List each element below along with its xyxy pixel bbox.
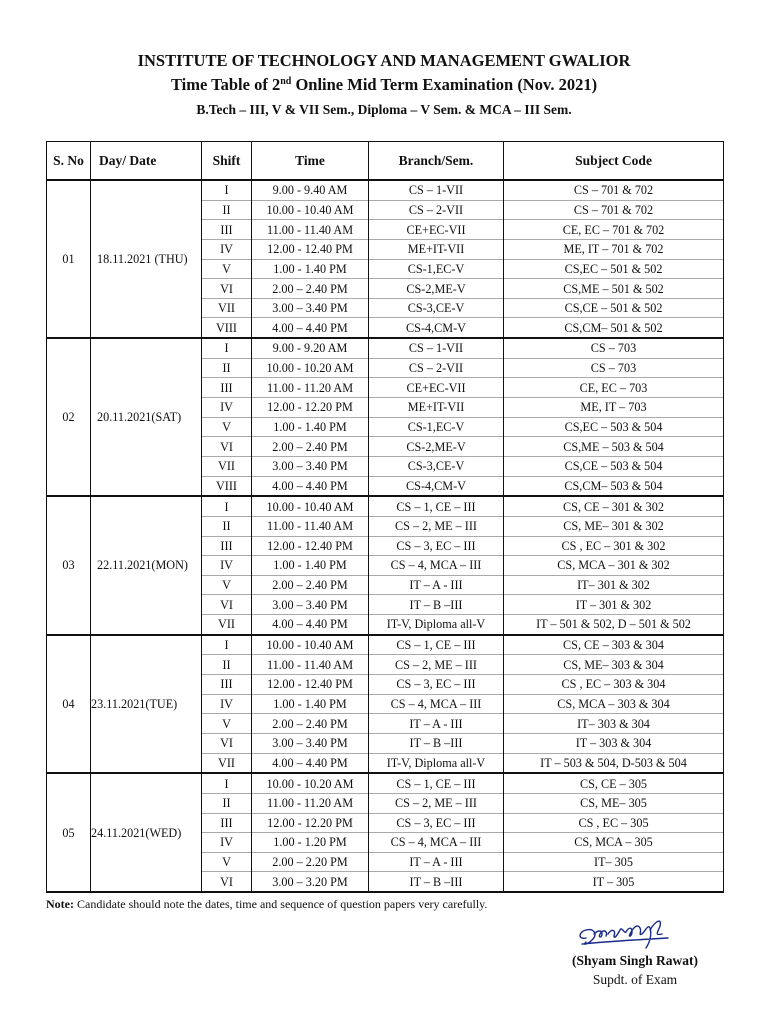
signatory-designation: Supdt. of Exam: [592, 972, 678, 987]
cell-shift: I: [202, 773, 252, 793]
cell-subject: CS, CE – 301 & 302: [504, 496, 724, 516]
cell-subject: CS, MCA – 303 & 304: [504, 694, 724, 714]
cell-time: 10.00 - 10.40 AM: [252, 496, 369, 516]
cell-subject: CS , EC – 301 & 302: [504, 536, 724, 556]
cell-subject: CS,CM– 501 & 502: [504, 318, 724, 338]
timetable-body: [47, 180, 724, 892]
cell-branch: CS – 1-VII: [369, 180, 504, 200]
cell-branch: CS-1,EC-V: [369, 417, 504, 437]
cell-time: 10.00 - 10.20 AM: [252, 358, 369, 378]
cell-subject: CE, EC – 701 & 702: [504, 220, 724, 240]
cell-time: 3.00 – 3.40 PM: [252, 456, 369, 476]
cell-branch: CS-4,CM-V: [369, 476, 504, 496]
cell-shift: IV: [202, 239, 252, 259]
cell-branch: IT – B –III: [369, 595, 504, 615]
cell-time: 12.00 - 12.20 PM: [252, 813, 369, 833]
cell-branch: ME+IT-VII: [369, 239, 504, 259]
cell-branch: IT – A - III: [369, 575, 504, 595]
cell-time: 12.00 - 12.20 PM: [252, 398, 369, 418]
cell-subject: CE, EC – 703: [504, 378, 724, 398]
cell-subject: IT – 501 & 502, D – 501 & 502: [504, 615, 724, 635]
cell-branch: CS – 4, MCA – III: [369, 833, 504, 853]
cell-shift: VI: [202, 733, 252, 753]
timetable: [46, 141, 724, 893]
col-header-subject: Subject Code: [504, 142, 724, 181]
cell-subject: CS – 701 & 702: [504, 200, 724, 220]
cell-branch: CE+EC-VII: [369, 378, 504, 398]
cell-shift: I: [202, 180, 252, 200]
cell-subject: CS,CE – 503 & 504: [504, 456, 724, 476]
cell-date: 18.11.2021 (THU): [91, 180, 202, 338]
note-text: Candidate should note the dates, time and sequence of question papers very carefully.: [73, 897, 488, 911]
cell-shift: IV: [202, 694, 252, 714]
cell-branch: CS-3,CE-V: [369, 456, 504, 476]
cell-branch: CS – 3, EC – III: [369, 813, 504, 833]
cell-time: 10.00 - 10.20 AM: [252, 773, 369, 793]
title-suffix: Online Mid Term Examination (Nov. 2021): [291, 75, 598, 94]
cell-subject: ME, IT – 703: [504, 398, 724, 418]
cell-shift: VI: [202, 279, 252, 299]
cell-subject: IT – 301 & 302: [504, 595, 724, 615]
cell-time: 2.00 – 2.40 PM: [252, 575, 369, 595]
cell-branch: CS – 4, MCA – III: [369, 694, 504, 714]
cell-shift: III: [202, 536, 252, 556]
cell-branch: IT – B –III: [369, 733, 504, 753]
title-prefix: Time Table of 2: [170, 75, 281, 94]
cell-branch: CS – 2, ME – III: [369, 793, 504, 813]
cell-branch: IT-V, Diploma all-V: [369, 615, 504, 635]
cell-shift: V: [202, 417, 252, 437]
cell-time: 1.00 - 1.40 PM: [252, 694, 369, 714]
note-label: Note:: [46, 897, 74, 911]
cell-branch: ME+IT-VII: [369, 398, 504, 418]
cell-time: 11.00 - 11.40 AM: [252, 516, 369, 536]
cell-branch: CS – 2-VII: [369, 358, 504, 378]
cell-branch: CS-4,CM-V: [369, 318, 504, 338]
cell-shift: IV: [202, 833, 252, 853]
col-header-date: Day/ Date: [91, 142, 202, 181]
cell-branch: IT-V, Diploma all-V: [369, 753, 504, 773]
cell-time: 12.00 - 12.40 PM: [252, 239, 369, 259]
table-row: [47, 180, 724, 200]
cell-time: 9.00 - 9.20 AM: [252, 338, 369, 358]
cell-shift: VIII: [202, 318, 252, 338]
cell-shift: VI: [202, 595, 252, 615]
cell-subject: ME, IT – 701 & 702: [504, 239, 724, 259]
cell-time: 4.00 – 4.40 PM: [252, 318, 369, 338]
col-header-sno: S. No: [47, 142, 91, 181]
cell-shift: III: [202, 813, 252, 833]
cell-branch: CS – 2, ME – III: [369, 655, 504, 675]
cell-time: 10.00 - 10.40 AM: [252, 635, 369, 655]
table-row: [47, 635, 724, 655]
cell-branch: CS – 2-VII: [369, 200, 504, 220]
cell-subject: IT– 303 & 304: [504, 714, 724, 734]
cell-shift: VII: [202, 298, 252, 318]
cell-time: 11.00 - 11.20 AM: [252, 793, 369, 813]
note: [46, 897, 487, 912]
cell-subject: CS – 701 & 702: [504, 180, 724, 200]
cell-time: 4.00 – 4.40 PM: [252, 753, 369, 773]
cell-sno: 04: [47, 635, 91, 773]
cell-time: 2.00 – 2.40 PM: [252, 279, 369, 299]
cell-branch: CS – 1, CE – III: [369, 773, 504, 793]
cell-shift: V: [202, 714, 252, 734]
cell-branch: CS – 1-VII: [369, 338, 504, 358]
cell-shift: I: [202, 338, 252, 358]
cell-subject: CS,ME – 501 & 502: [504, 279, 724, 299]
cell-branch: CS – 1, CE – III: [369, 496, 504, 516]
cell-branch: CE+EC-VII: [369, 220, 504, 240]
table-row: [47, 496, 724, 516]
cell-time: 11.00 - 11.40 AM: [252, 220, 369, 240]
col-header-time: Time: [252, 142, 369, 181]
cell-subject: CS,CM– 503 & 504: [504, 476, 724, 496]
cell-branch: IT – A - III: [369, 714, 504, 734]
cell-branch: CS-2,ME-V: [369, 279, 504, 299]
cell-shift: III: [202, 220, 252, 240]
cell-shift: V: [202, 852, 252, 872]
cell-time: 3.00 – 3.40 PM: [252, 298, 369, 318]
cell-subject: CS, CE – 303 & 304: [504, 635, 724, 655]
cell-subject: CS,EC – 501 & 502: [504, 259, 724, 279]
cell-sno: 05: [47, 773, 91, 892]
cell-subject: IT – 305: [504, 872, 724, 892]
cell-branch: CS-1,EC-V: [369, 259, 504, 279]
cell-subject: IT – 303 & 304: [504, 733, 724, 753]
col-header-shift: Shift: [202, 142, 252, 181]
cell-date: 23.11.2021(TUE): [91, 635, 202, 773]
cell-branch: IT – A - III: [369, 852, 504, 872]
cell-date: 22.11.2021(MON): [91, 496, 202, 634]
cell-subject: CS , EC – 303 & 304: [504, 675, 724, 695]
cell-sno: 03: [47, 496, 91, 634]
cell-subject: CS, CE – 305: [504, 773, 724, 793]
cell-time: 3.00 – 3.40 PM: [252, 733, 369, 753]
cell-subject: CS , EC – 305: [504, 813, 724, 833]
cell-subject: CS,ME – 503 & 504: [504, 437, 724, 457]
cell-time: 12.00 - 12.40 PM: [252, 536, 369, 556]
cell-time: 1.00 - 1.40 PM: [252, 556, 369, 576]
cell-time: 1.00 - 1.40 PM: [252, 259, 369, 279]
cell-time: 2.00 – 2.20 PM: [252, 852, 369, 872]
cell-subject: CS,CE – 501 & 502: [504, 298, 724, 318]
cell-sno: 01: [47, 180, 91, 338]
cell-shift: V: [202, 259, 252, 279]
cell-branch: CS – 1, CE – III: [369, 635, 504, 655]
cell-time: 12.00 - 12.40 PM: [252, 675, 369, 695]
cell-time: 1.00 - 1.40 PM: [252, 417, 369, 437]
cell-shift: VII: [202, 456, 252, 476]
table-row: [47, 338, 724, 358]
cell-time: 11.00 - 11.40 AM: [252, 655, 369, 675]
cell-subject: CS, MCA – 301 & 302: [504, 556, 724, 576]
cell-time: 11.00 - 11.20 AM: [252, 378, 369, 398]
cell-subject: IT– 301 & 302: [504, 575, 724, 595]
cell-branch: CS-3,CE-V: [369, 298, 504, 318]
cell-date: 20.11.2021(SAT): [91, 338, 202, 496]
timetable-header: [47, 142, 724, 181]
cell-shift: V: [202, 575, 252, 595]
cell-branch: CS – 3, EC – III: [369, 675, 504, 695]
cell-sno: 02: [47, 338, 91, 496]
cell-subject: CS, MCA – 305: [504, 833, 724, 853]
cell-time: 4.00 – 4.40 PM: [252, 476, 369, 496]
cell-shift: VI: [202, 872, 252, 892]
cell-shift: II: [202, 793, 252, 813]
cell-shift: II: [202, 655, 252, 675]
document-title: [0, 75, 768, 95]
institute-name: INSTITUTE OF TECHNOLOGY AND MANAGEMENT GWALIOR: [137, 51, 631, 70]
cell-branch: IT – B –III: [369, 872, 504, 892]
cell-subject: CS,EC – 503 & 504: [504, 417, 724, 437]
cell-date: 24.11.2021(WED): [91, 773, 202, 892]
cell-subject: CS, ME– 303 & 304: [504, 655, 724, 675]
cell-shift: VI: [202, 437, 252, 457]
cell-shift: VIII: [202, 476, 252, 496]
cell-subject: IT– 305: [504, 852, 724, 872]
cell-time: 9.00 - 9.40 AM: [252, 180, 369, 200]
signatory-name: (Shyam Singh Rawat): [571, 953, 699, 968]
cell-time: 10.00 - 10.40 AM: [252, 200, 369, 220]
cell-branch: CS – 4, MCA – III: [369, 556, 504, 576]
document-subtitle: B.Tech – III, V & VII Sem., Diploma – V Sem. & MCA – III Sem.: [196, 102, 572, 117]
cell-subject: CS, ME– 301 & 302: [504, 516, 724, 536]
cell-time: 4.00 – 4.40 PM: [252, 615, 369, 635]
cell-subject: CS – 703: [504, 338, 724, 358]
cell-shift: II: [202, 516, 252, 536]
cell-time: 3.00 – 3.20 PM: [252, 872, 369, 892]
table-row: [47, 773, 724, 793]
cell-shift: III: [202, 378, 252, 398]
cell-shift: IV: [202, 556, 252, 576]
cell-shift: II: [202, 200, 252, 220]
cell-shift: I: [202, 635, 252, 655]
cell-shift: VII: [202, 753, 252, 773]
cell-subject: IT – 503 & 504, D-503 & 504: [504, 753, 724, 773]
title-superscript: nd: [280, 76, 292, 87]
cell-subject: CS, ME– 305: [504, 793, 724, 813]
cell-shift: II: [202, 358, 252, 378]
signature-image: [572, 912, 682, 952]
cell-branch: CS – 2, ME – III: [369, 516, 504, 536]
cell-shift: I: [202, 496, 252, 516]
cell-shift: III: [202, 675, 252, 695]
cell-branch: CS-2,ME-V: [369, 437, 504, 457]
cell-shift: VII: [202, 615, 252, 635]
col-header-branch: Branch/Sem.: [369, 142, 504, 181]
cell-shift: IV: [202, 398, 252, 418]
cell-time: 2.00 – 2.40 PM: [252, 714, 369, 734]
cell-subject: CS – 703: [504, 358, 724, 378]
cell-time: 1.00 - 1.20 PM: [252, 833, 369, 853]
cell-time: 2.00 – 2.40 PM: [252, 437, 369, 457]
cell-branch: CS – 3, EC – III: [369, 536, 504, 556]
cell-time: 3.00 – 3.40 PM: [252, 595, 369, 615]
